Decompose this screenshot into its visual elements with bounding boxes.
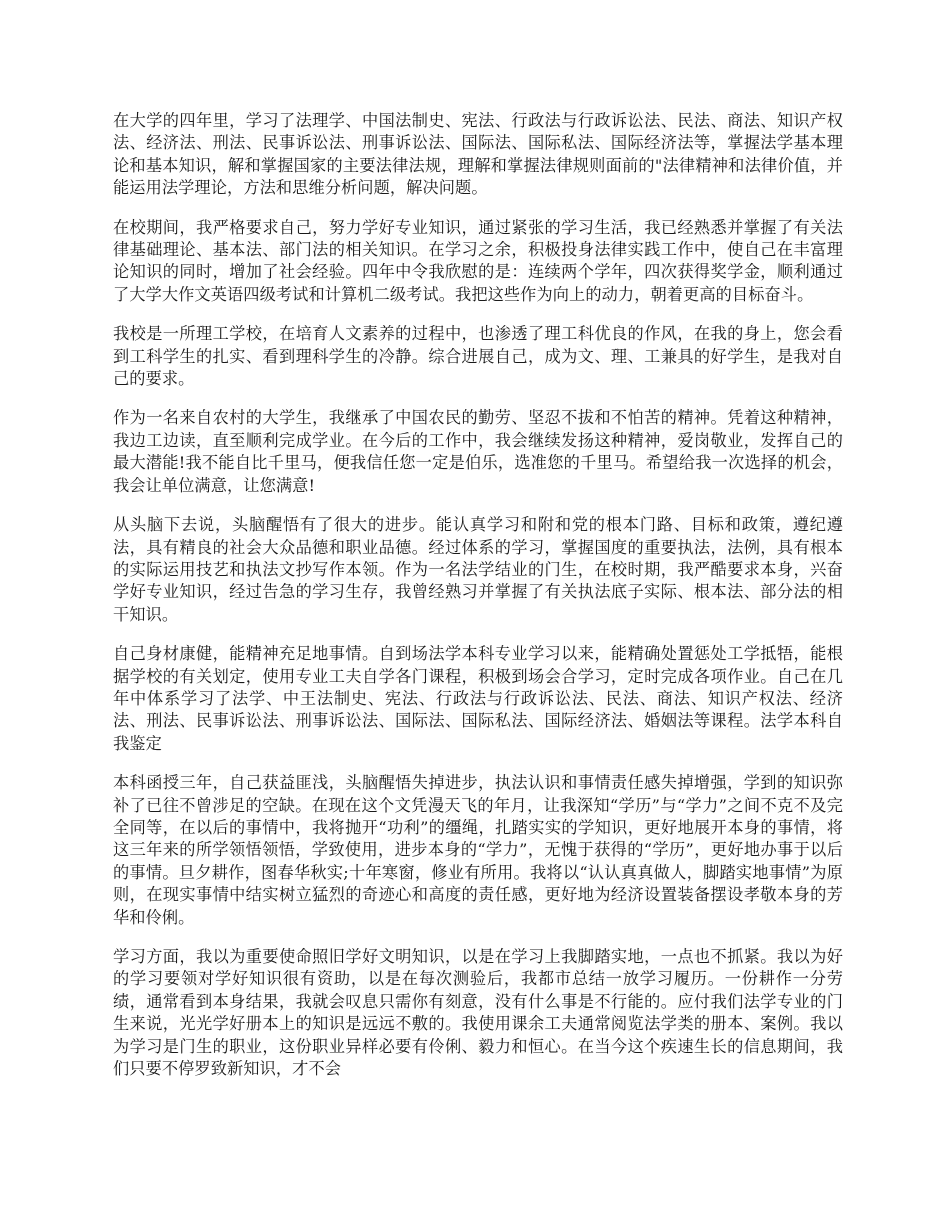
paragraph-4: 作为一名来自农村的大学生，我继承了中国农民的勤劳、坚忍不拔和不怕苦的精神。凭着这种精神，我边工边读，直至顺利完成学业。在今后的工作中，我会继续发扬这种精神，爱岗敬业，发挥自己的最大潜能!我不能自比千里马，便我信任您一定是伯乐，选准您的千里马。希望给我一次选择的机会，我会让单位满意，让您满意! (113, 408, 843, 495)
paragraph-7: 本科函授三年，自己获益匪浅，头脑醒悟失掉进步，执法认识和事情责任感失掉增强，学到的知识弥补了已往不曾涉足的空缺。在现在这个文凭漫天飞的年月，让我深知“学历”与“学力”之间不克不及完全同等，在以后的事情中，我将抛开“功利”的缰绳，扎踏实实的学知识，更好地展开本身的事情，将这三年来的所学领悟领悟，学致使用，进步本身的“学力”，无愧于获得的“学历”，更好地办事于以后的事情。旦夕耕作，图春华秋实;十年寒窗，修业有所用。我将以“认认真真做人，脚踏实地事情”为原则，在现实事情中结实树立猛烈的奇迹心和高度的责任感，更好地为经济设置装备摆设孝敬本身的芳华和伶俐。 (113, 773, 843, 927)
paragraph-3: 我校是一所理工学校，在培育人文素养的过程中，也渗透了理工科优良的作风，在我的身上，您会看到工科学生的扎实、看到理科学生的冷静。综合进展自己，成为文、理、工兼具的好学生，是我对自己的要求。 (113, 324, 843, 389)
document-page (113, 110, 843, 1097)
paragraph-8: 学习方面，我以为重要使命照旧学好文明知识，以是在学习上我脚踏实地，一点也不抓紧。我以为好的学习要领对学好知识很有资助，以是在每次测验后，我都市总结一放学习履历。一份耕作一分劳绩，通常看到本身结果，我就会叹息只需你有刻意，没有什么事是不行能的。应付我们法学专业的门生来说，光光学好册本上的知识是远远不敷的。我使用课余工夫通常阅览法学类的册本、案例。我以为学习是门生的职业，这份职业异样必要有伶俐、毅力和恒心。在当今这个疾速生长的信息期间，我们只要不停罗致新知识，才不会 (113, 947, 843, 1079)
paragraph-1: 在大学的四年里，学习了法理学、中国法制史、宪法、行政法与行政诉讼法、民法、商法、知识产权法、经济法、刑法、民事诉讼法、刑事诉讼法、国际法、国际私法、国际经济法等，掌握法学基本理论和基本知识，解和掌握国家的主要法律法规，理解和掌握法律规则面前的"法律精神和法律价值，并能运用法学理论，方法和思维分析问题，解决问题。 (113, 111, 843, 198)
paragraph-6: 自己身材康健，能精神充足地事情。自到场法学本科专业学习以来，能精确处置惩处工学抵牾，能根据学校的有关划定，使用专业工夫自学各门课程，积极到场会合学习，定时完成各项作业。自己在几年中体系学习了法学、中王法制史、宪法、行政法与行政诉讼法、民法、商法、知识产权法、经济法、刑法、民事诉讼法、刑事诉讼法、国际法、国际私法、国际经济法、婚姻法等课程。法学本科自我鉴定 (113, 644, 843, 753)
paragraph-5: 从头脑下去说，头脑醒悟有了很大的进步。能认真学习和附和党的根本门路、目标和政策，遵纪遵法，具有精良的社会大众品德和职业品德。经过体系的学习，掌握国度的重要执法，法例，具有根本的实际运用技艺和执法文抄写作本领。作为一名法学结业的门生，在校时期，我严酷要求本身，兴奋学好专业知识，经过告急的学习生存，我曾经熟习并掌握了有关执法底子实际、根本法、部分法的相干知识。 (113, 515, 843, 624)
paragraph-2: 在校期间，我严格要求自己，努力学好专业知识，通过紧张的学习生活，我已经熟悉并掌握了有关法律基础理论、基本法、部门法的相关知识。在学习之余，积极投身法律实践工作中，使自己在丰富理论知识的同时，增加了社会经验。四年中令我欣慰的是：连续两个学年，四次获得奖学金，顺利通过了大学大作文英语四级考试和计算机二级考试。我把这些作为向上的动力，朝着更高的目标奋斗。 (113, 217, 843, 304)
